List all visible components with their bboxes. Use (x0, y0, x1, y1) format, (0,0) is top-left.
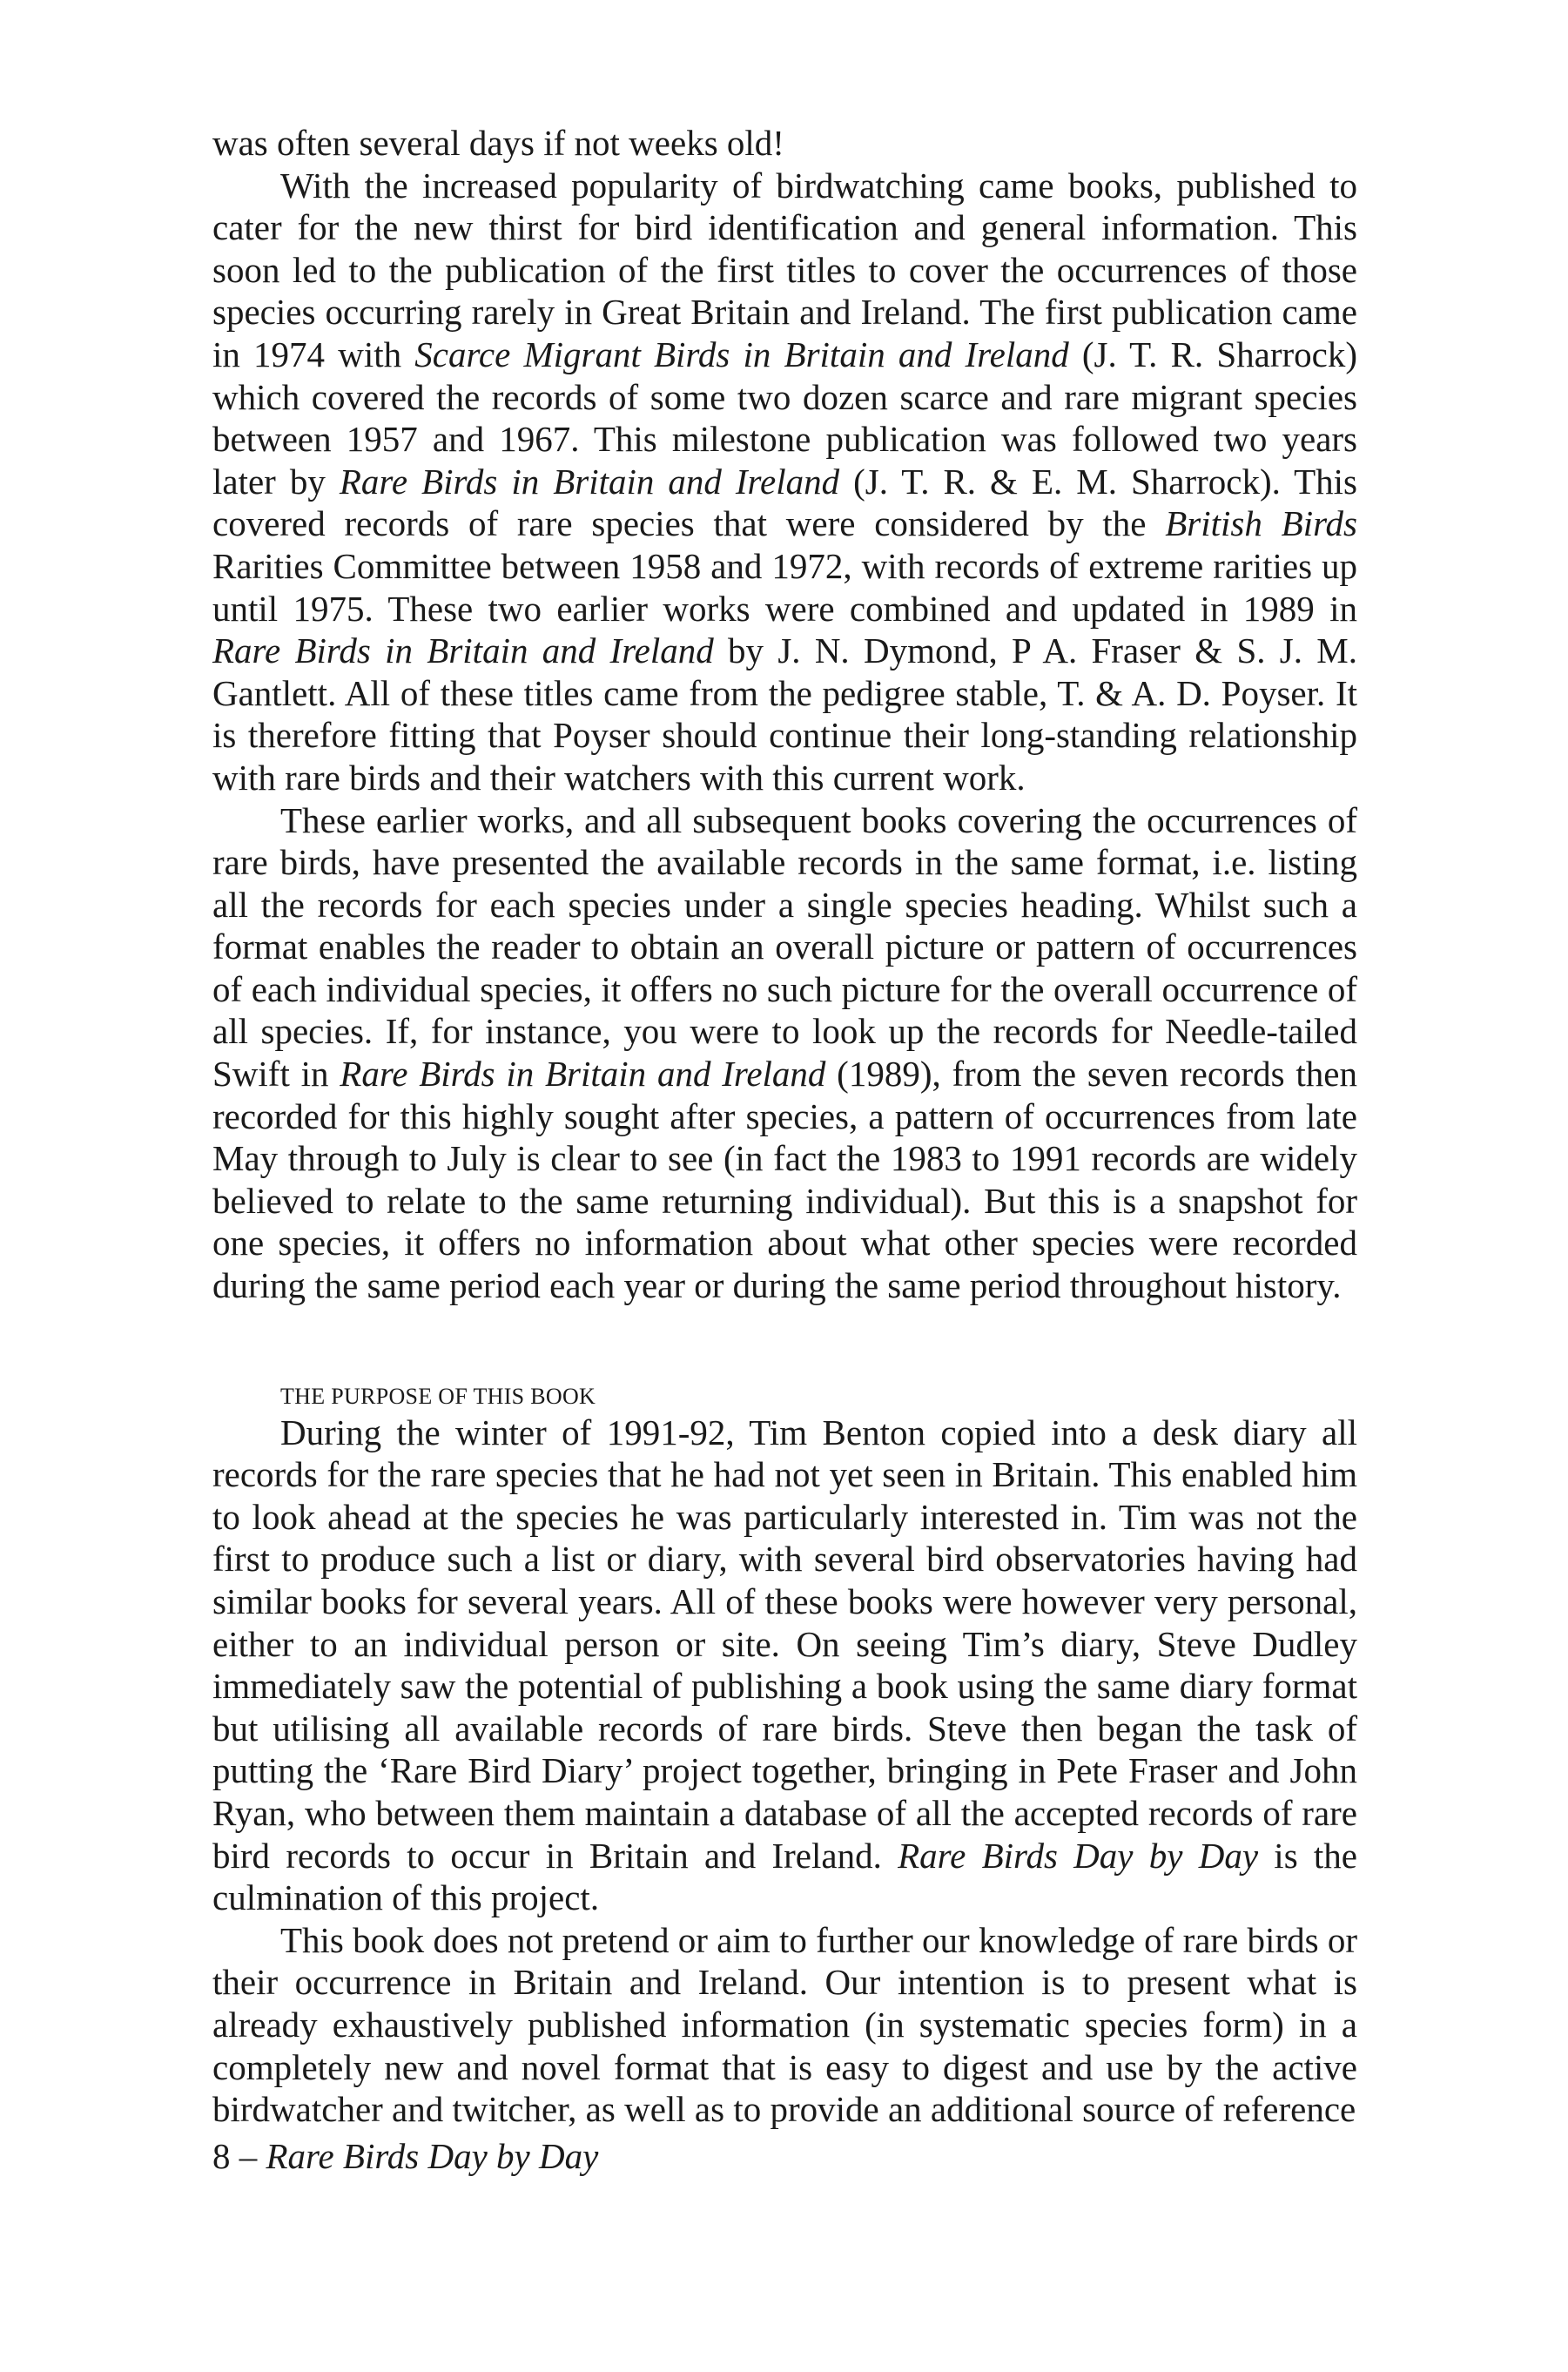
paragraph-text: (1989), from the seven records then recorded for this highly sought after species, a pattern of occurrences from late May through to July is clear to see (in fact the 1983 to 1991 records are widely believed to relate to the same returning individual). But this is a snapshot for one species, it offers no information about what other species were recorded during the same period each year or during the same period throughout history. (212, 1054, 1357, 1306)
page-number: 8 – (212, 2136, 266, 2176)
paragraph-text: These earlier works, and all subsequent books covering the occurrences of rare birds, have presented the available records in the same format, i.e. listing all the records for each species under a single species heading. Whilst such a format enables the reader to obtain an overall picture or pattern of occurrences of each individual species, it offers no such picture for the overall occurrence of all species. If, for instance, you were to look up the records for Needle-tailed Swift in (212, 799, 1357, 1095)
page-footer (212, 2135, 598, 2177)
paragraph-purpose (212, 1412, 1357, 1919)
book-title-italic: Scarce Migrant Birds in Britain and Ireland (414, 334, 1069, 374)
paragraph-text: During the winter of 1991-92, Tim Benton copied into a desk diary all records for the rare species that he had not yet seen in Britain. This enabled him to look ahead at the species he was particularly interested in. Tim was not the first to produce such a list or diary, with several bird observatories having had similar books for several years. All of these books were however very personal, either to an individual person or site. On seeing Tim’s diary, Steve Dudley immediately saw the potential of publishing a book using the same diary format but utilising all available records of rare birds. Steve then began the task of putting the ‘Rare Bird Diary’ project together, bringing in Pete Fraser and John Ryan, who between them maintain a database of all the accepted records of rare bird records to occur in Britain and Ireland. (212, 1412, 1357, 1876)
paragraph-text: This book does not pretend or aim to further our knowledge of rare birds or their occurrence in Britain and Ireland. Our intention is to present what is already exhaustively published information (in systematic species form) in a completely new and novel format that is easy to digest and use by the active birdwatcher and twitcher, as well as to provide an additional source of reference (212, 1919, 1357, 2130)
paragraph-text: by J. N. Dymond, P A. Fraser & S. J. M. Gantlett. All of these titles came from the pedigree stable, T. & A. D. Poyser. It is therefore fitting that Poyser should continue their long-standing relationship with rare birds and their watchers with this current work. (212, 630, 1357, 798)
paragraph-text: With the increased popularity of birdwatching came books, published to cater for the new thirst for bird identification and general information. This soon led to the publication of the first titles to cover the occurrences of those species occurring rarely in Great Britain and Ireland. The first publication came in 1974 with (212, 165, 1357, 374)
book-title-italic: Rare Birds in Britain and Ireland (340, 1054, 826, 1095)
paragraph-history (212, 165, 1357, 799)
book-title-italic: Rare Birds in Britain and Ireland (212, 630, 714, 671)
book-title-italic: Rare Birds in Britain and Ireland (339, 461, 840, 502)
paragraph-intention (212, 1919, 1357, 2131)
paragraph-continued (212, 122, 1357, 165)
page-body (212, 122, 1357, 2131)
paragraph-text: was often several days if not weeks old! (212, 123, 784, 163)
section-heading: THE PURPOSE OF THIS BOOK (280, 1383, 596, 1409)
paragraph-text: is the culmination of this project. (212, 1835, 1358, 1918)
running-title: Rare Birds Day by Day (266, 2136, 599, 2176)
journal-title-italic: British Birds (1165, 503, 1357, 544)
paragraph-format (212, 799, 1357, 1307)
paragraph-text: (J. T. R. Sharrock) which covered the records of some two dozen scarce and rare migrant species between 1957 and 1967. This milestone publication was followed two years later by (212, 334, 1357, 502)
book-title-italic: Rare Birds Day by Day (898, 1835, 1259, 1876)
paragraph-text: (J. T. R. & E. M. Sharrock). This covered records of rare species that were considered by the (212, 461, 1358, 544)
paragraph-text: Rarities Committee between 1958 and 1972, with records of extreme rarities up until 1975. These two earlier works were combined and updated in 1989 in (212, 545, 1357, 629)
